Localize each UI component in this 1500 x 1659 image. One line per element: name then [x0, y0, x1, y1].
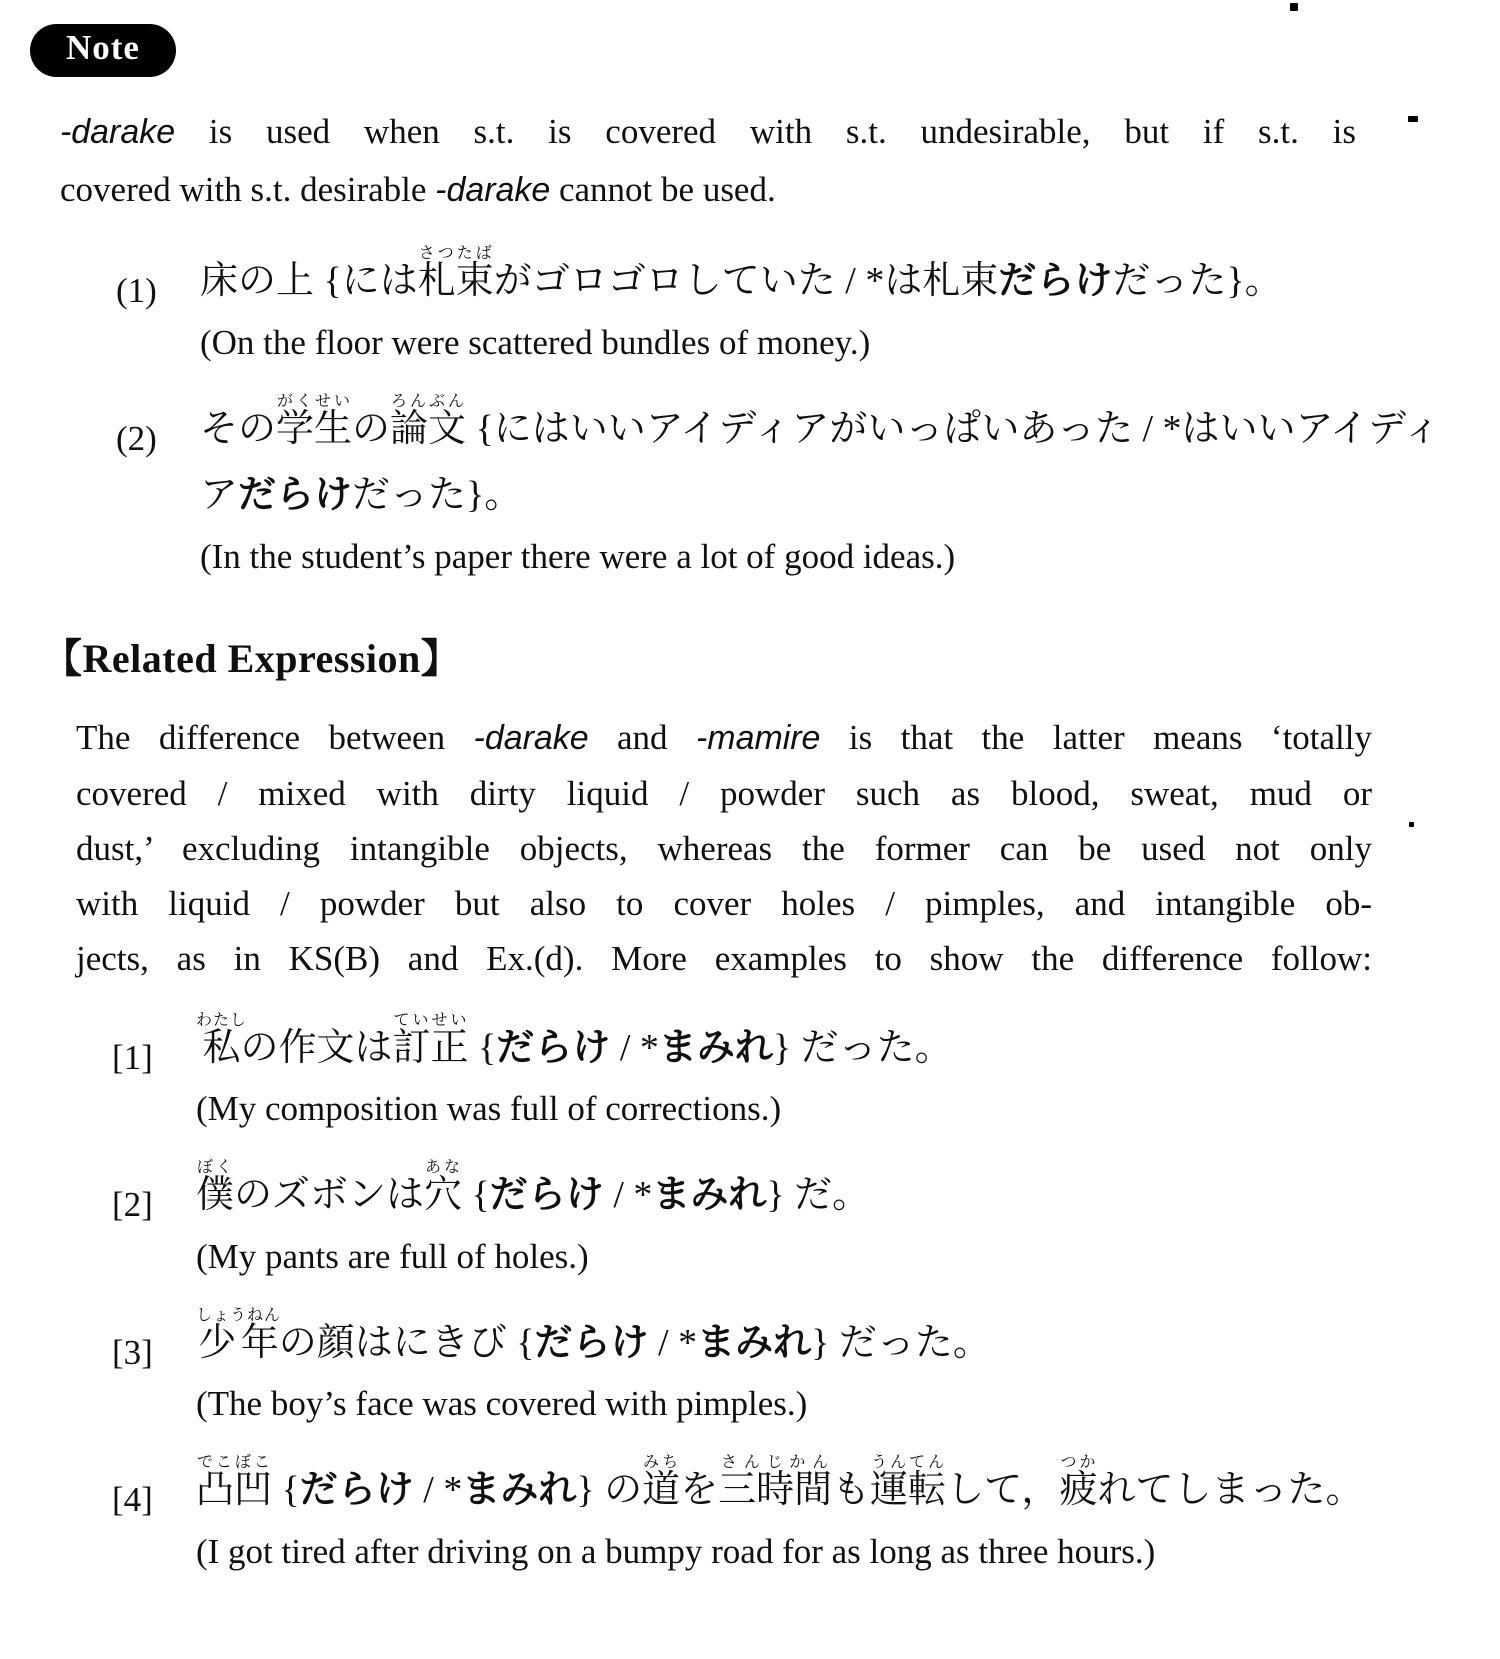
text-segment: だらけ [299, 1469, 414, 1511]
text-segment: { [468, 1026, 497, 1069]
text-segment: のズボンは [234, 1174, 425, 1216]
related-expression-paragraph [76, 710, 1372, 986]
text-segment: } だった。 [772, 1026, 953, 1069]
example-number: (1) [116, 271, 157, 310]
text-segment: with liquid / powder but also to cover holes / pimples, and intangible ob- [76, 883, 1372, 923]
jp-ruby-segment: 少年しょうねん [196, 1306, 282, 1364]
scan-speck [1408, 116, 1418, 122]
text-segment: dust,’ excluding intangible objects, whereas the former can be used not only [76, 828, 1372, 868]
text-segment: れてしまった。 [1097, 1469, 1364, 1511]
text-segment: covered with s.t. desirable [60, 170, 436, 209]
example-number: [2] [112, 1185, 153, 1224]
text-segment: だらけ [534, 1321, 649, 1364]
text-segment: { [272, 1469, 300, 1511]
text-segment: の作文は [240, 1026, 393, 1069]
example-1 [60, 245, 1444, 367]
example-content [200, 393, 1444, 581]
text-segment: } だ。 [766, 1174, 871, 1216]
text-segment: -darake [435, 171, 551, 209]
japanese-sentence [200, 245, 1444, 315]
text-segment: だった}。 [352, 474, 523, 516]
example-content [196, 1159, 1444, 1281]
re-paragraph-line [76, 876, 1372, 931]
text-segment: -darake [60, 113, 176, 151]
example-number: [4] [112, 1480, 153, 1519]
jp-ruby-segment: 凸凹でこぼこ [196, 1454, 273, 1511]
scan-speck [1409, 822, 1414, 827]
jp-ruby-segment: 訂正ていせい [392, 1011, 469, 1069]
text-segment: の [352, 407, 391, 450]
japanese-sentence [196, 1307, 1444, 1377]
english-translation: (My pants are full of holes.) [196, 1236, 589, 1276]
note-paragraph-line [60, 161, 1356, 219]
text-segment: その [200, 407, 277, 450]
english-translation: (The boy’s face was covered with pimples.) [196, 1384, 808, 1423]
text-segment: / * [603, 1174, 653, 1216]
text-segment: } だった。 [811, 1321, 991, 1364]
text-segment: is that the latter means ‘totally [820, 717, 1373, 757]
example-number: (2) [116, 418, 157, 458]
japanese-sentence [196, 1012, 1444, 1082]
jp-ruby-segment: 学生がくせい [276, 392, 353, 450]
text-segment: まみれ [658, 1026, 773, 1069]
text-segment: -darake [473, 718, 589, 757]
note-paragraph-line [60, 103, 1356, 161]
note-badge: Note [30, 24, 176, 77]
text-segment: だった}。 [1112, 260, 1283, 302]
text-segment: を [680, 1469, 719, 1511]
related-expression-header: 【Related Expression】 [42, 635, 462, 681]
jp-ruby-segment: 疲つか [1059, 1454, 1098, 1511]
jp-ruby-segment: 僕ぼく [196, 1159, 235, 1216]
english-translation: (On the floor were scattered bundles of money.) [200, 322, 871, 362]
re-paragraph-line [76, 710, 1372, 766]
text-segment: まみれ [652, 1174, 767, 1216]
text-segment: is used when s.t. is covered with s.t. undesirable, but if s.t. is [175, 112, 1356, 151]
text-segment: The difference between [76, 717, 474, 757]
text-segment: {にはいいアイディアがいっぱいあった / *はいいアイディア [200, 407, 1442, 516]
text-segment: { [462, 1174, 490, 1216]
scan-speck [1290, 3, 1298, 11]
english-translation: (My composition was full of corrections.) [196, 1089, 782, 1128]
english-translation: (I got tired after driving on a bumpy road for as long as three hours.) [196, 1531, 1156, 1571]
text-segment: and [588, 717, 696, 757]
text-segment: cannot be used. [550, 170, 776, 209]
re-paragraph-line [76, 766, 1372, 821]
text-segment: だらけ [489, 1174, 604, 1216]
text-segment: 床の上 {には [200, 260, 418, 302]
text-segment: がゴロゴロしていた / *は札束 [493, 260, 999, 302]
text-segment: まみれ [462, 1469, 577, 1511]
jp-ruby-segment: 私わたし [196, 1011, 248, 1069]
jp-ruby-segment: 穴あな [424, 1159, 463, 1216]
text-segment: } の [576, 1469, 643, 1511]
re-example-2 [60, 1159, 1444, 1281]
english-translation: (In the student’s paper there were a lot of good ideas.) [200, 536, 956, 576]
text-segment: も [832, 1469, 871, 1511]
japanese-sentence [196, 1159, 1444, 1229]
jp-ruby-segment: 札束さつたば [417, 245, 494, 302]
text-segment: covered / mixed with dirty liquid / powder such as blood, sweat, mud or [76, 773, 1372, 813]
re-paragraph-line [76, 821, 1372, 876]
jp-ruby-segment: 運転うんてん [870, 1454, 947, 1511]
jp-ruby-segment: 論文ろんぶん [390, 392, 467, 450]
example-content [200, 245, 1444, 367]
re-example-3 [60, 1307, 1444, 1429]
re-example-4 [60, 1454, 1444, 1576]
text-segment: して， [946, 1469, 1060, 1511]
text-segment: / * [648, 1321, 698, 1364]
re-paragraph-line [76, 931, 1372, 986]
japanese-sentence [200, 393, 1444, 529]
note-paragraph [60, 103, 1356, 219]
jp-ruby-segment: 三時間さんじかん [718, 1454, 833, 1511]
text-segment: の顔はにきび { [278, 1321, 535, 1364]
text-segment: / * [610, 1026, 659, 1069]
re-example-1 [60, 1012, 1444, 1134]
example-number: [3] [112, 1332, 153, 1372]
text-segment: まみれ [697, 1321, 812, 1364]
example-content [196, 1012, 1444, 1134]
example-content [196, 1307, 1444, 1429]
text-segment: だらけ [238, 474, 353, 516]
text-segment: jects, as in KS(B) and Ex.(d). More examples to show the difference follow: [76, 938, 1372, 978]
text-segment: / * [413, 1469, 463, 1511]
jp-ruby-segment: 道みち [642, 1454, 681, 1511]
text-segment: -mamire [696, 718, 821, 757]
text-segment: だらけ [998, 260, 1113, 302]
example-number: [1] [112, 1037, 153, 1077]
japanese-sentence [196, 1454, 1444, 1524]
example-content [196, 1454, 1444, 1576]
text-segment: だらけ [496, 1026, 611, 1069]
example-2 [60, 393, 1444, 581]
